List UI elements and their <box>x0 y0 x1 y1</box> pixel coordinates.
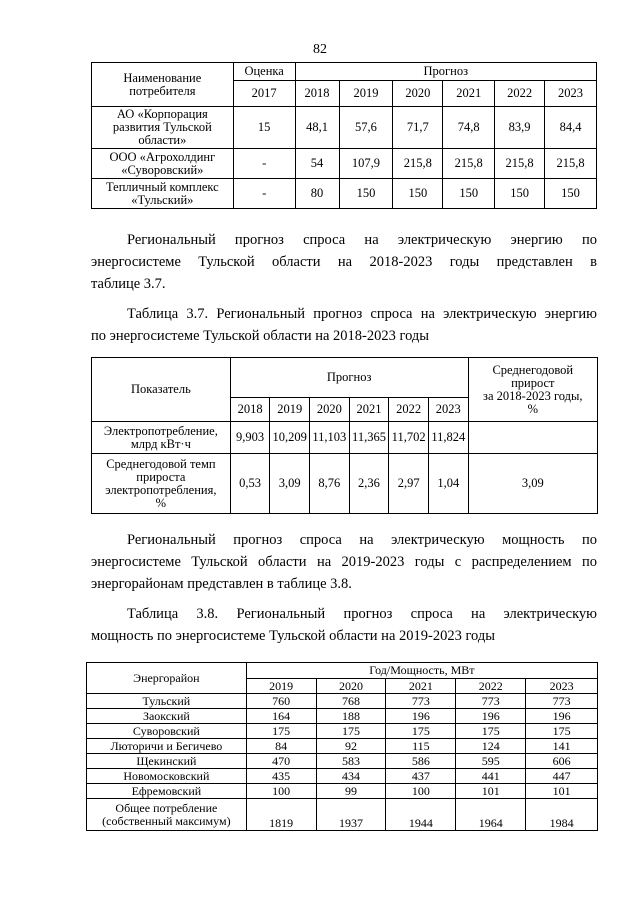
value-cell: 11,103 <box>310 422 350 454</box>
value-cell: 71,7 <box>393 107 443 149</box>
value-cell: 188 <box>316 709 386 724</box>
value-cell: 175 <box>246 724 316 739</box>
table-3-8-caption: Таблица 3.8. Региональный прогноз спроса на электрическую мощность по энергосистеме Тульской области на 2019-2023 годы <box>91 606 597 644</box>
district-name: Люторичи и Бегичево <box>87 739 247 754</box>
table-row <box>92 422 598 454</box>
value-cell: 100 <box>386 784 456 799</box>
year-cell: 2020 <box>316 679 386 694</box>
value-cell: 164 <box>246 709 316 724</box>
district-name: Щекинский <box>87 754 247 769</box>
value-cell: 150 <box>339 179 393 209</box>
header-growth: Среднегодовой прирост за 2018-2023 годы, % <box>468 358 597 422</box>
district-name: Ефремовский <box>87 784 247 799</box>
table-row <box>92 454 598 514</box>
value-cell: 150 <box>443 179 495 209</box>
year-cell: 2023 <box>545 81 597 107</box>
page-number: 82 <box>313 42 327 57</box>
value-cell: 773 <box>456 694 526 709</box>
year-cell: 2019 <box>246 679 316 694</box>
table-header-row <box>92 63 597 81</box>
year-cell: 2018 <box>295 81 339 107</box>
header-power: Год/Мощность, МВт <box>246 663 597 679</box>
year-cell: 2019 <box>270 398 310 422</box>
year-cell: 2023 <box>428 398 468 422</box>
value-cell: 773 <box>526 694 598 709</box>
value-cell: 1819 <box>246 799 316 831</box>
table-row <box>87 769 598 784</box>
year-cell: 2022 <box>495 81 545 107</box>
value-cell: 1,04 <box>428 454 468 514</box>
value-cell: 196 <box>526 709 598 724</box>
value-cell: 215,8 <box>545 149 597 179</box>
table-header-row <box>87 663 598 679</box>
value-cell: 437 <box>386 769 456 784</box>
table-row <box>87 784 598 799</box>
value-cell: 141 <box>526 739 598 754</box>
year-cell: 2017 <box>233 81 295 107</box>
value-cell: 586 <box>386 754 456 769</box>
header-district: Энергорайон <box>87 663 247 694</box>
value-cell: 595 <box>456 754 526 769</box>
table-header-row <box>92 358 598 398</box>
district-name: Заокский <box>87 709 247 724</box>
value-cell: - <box>233 149 295 179</box>
value-cell: 1964 <box>456 799 526 831</box>
table-row <box>87 754 598 769</box>
value-cell: 2,97 <box>389 454 429 514</box>
value-cell: 11,702 <box>389 422 429 454</box>
value-cell: 57,6 <box>339 107 393 149</box>
value-cell: 115 <box>386 739 456 754</box>
table-row <box>92 179 597 209</box>
value-cell: 124 <box>456 739 526 754</box>
value-cell: 84 <box>246 739 316 754</box>
value-cell: 80 <box>295 179 339 209</box>
value-cell: 101 <box>526 784 598 799</box>
value-cell: 175 <box>526 724 598 739</box>
table-row <box>87 709 598 724</box>
consumer-name: ООО «Агрохолдинг «Суворовский» <box>92 149 234 179</box>
value-cell: 8,76 <box>310 454 350 514</box>
header-forecast: Прогноз <box>230 358 468 398</box>
value-cell: 9,903 <box>230 422 270 454</box>
value-cell: 196 <box>386 709 456 724</box>
table-row <box>92 149 597 179</box>
value-cell: 606 <box>526 754 598 769</box>
year-cell: 2022 <box>389 398 429 422</box>
value-cell: 54 <box>295 149 339 179</box>
year-cell: 2021 <box>349 398 389 422</box>
growth-cell: 3,09 <box>468 454 597 514</box>
value-cell: 11,365 <box>349 422 389 454</box>
value-cell: 15 <box>233 107 295 149</box>
growth-cell <box>468 422 597 454</box>
indicator-name: Среднегодовой темп прироста электропотребления, % <box>92 454 231 514</box>
table-row <box>87 694 598 709</box>
value-cell: 760 <box>246 694 316 709</box>
table-3-7-caption: Таблица 3.7. Региональный прогноз спроса на электрическую энергию по энергосистеме Тульской области на 2018-2023 годы <box>91 306 597 344</box>
value-cell: 150 <box>495 179 545 209</box>
paragraph-power-forecast: Региональный прогноз спроса на электрическую мощность по энергосистеме Тульской области на 2019-2023 годы с распределением по энергорайонам представлен в таблице 3.8. <box>91 532 597 592</box>
value-cell: 3,09 <box>270 454 310 514</box>
value-cell: 434 <box>316 769 386 784</box>
value-cell: 150 <box>393 179 443 209</box>
value-cell: 470 <box>246 754 316 769</box>
value-cell: 1944 <box>386 799 456 831</box>
value-cell: 215,8 <box>393 149 443 179</box>
indicator-name: Электропотребление, млрд кВт·ч <box>92 422 231 454</box>
value-cell: 447 <box>526 769 598 784</box>
value-cell: 175 <box>316 724 386 739</box>
value-cell: 215,8 <box>443 149 495 179</box>
value-cell: 100 <box>246 784 316 799</box>
consumers-table <box>91 62 597 209</box>
year-cell: 2022 <box>456 679 526 694</box>
value-cell: 10,209 <box>270 422 310 454</box>
power-forecast-table <box>86 662 598 831</box>
value-cell: 150 <box>545 179 597 209</box>
header-indicator: Показатель <box>92 358 231 422</box>
value-cell: 84,4 <box>545 107 597 149</box>
value-cell: 99 <box>316 784 386 799</box>
value-cell: 1984 <box>526 799 598 831</box>
year-cell: 2023 <box>526 679 598 694</box>
value-cell: 92 <box>316 739 386 754</box>
paragraph-energy-forecast: Региональный прогноз спроса на электрическую энергию по энергосистеме Тульской области на 2018-2023 годы представлен в таблице 3.7. <box>91 232 597 292</box>
value-cell: 441 <box>456 769 526 784</box>
value-cell: 215,8 <box>495 149 545 179</box>
value-cell: 175 <box>456 724 526 739</box>
year-cell: 2021 <box>443 81 495 107</box>
value-cell: 768 <box>316 694 386 709</box>
year-cell: 2021 <box>386 679 456 694</box>
consumer-name: АО «Корпорация развития Тульской области» <box>92 107 234 149</box>
value-cell: 175 <box>386 724 456 739</box>
district-name: Новомосковский <box>87 769 247 784</box>
value-cell: 773 <box>386 694 456 709</box>
value-cell: 107,9 <box>339 149 393 179</box>
value-cell: 101 <box>456 784 526 799</box>
table-row-total <box>87 799 598 831</box>
value-cell: 0,53 <box>230 454 270 514</box>
value-cell: 435 <box>246 769 316 784</box>
value-cell: 196 <box>456 709 526 724</box>
header-consumer: Наименование потребителя <box>92 63 234 107</box>
value-cell: 2,36 <box>349 454 389 514</box>
year-cell: 2020 <box>393 81 443 107</box>
year-cell: 2018 <box>230 398 270 422</box>
value-cell: 11,824 <box>428 422 468 454</box>
district-name: Тульский <box>87 694 247 709</box>
header-estimate: Оценка <box>233 63 295 81</box>
value-cell: 1937 <box>316 799 386 831</box>
energy-forecast-table <box>91 357 598 514</box>
year-cell: 2020 <box>310 398 350 422</box>
value-cell: - <box>233 179 295 209</box>
value-cell: 583 <box>316 754 386 769</box>
value-cell: 48,1 <box>295 107 339 149</box>
value-cell: 83,9 <box>495 107 545 149</box>
district-name: Суворовский <box>87 724 247 739</box>
header-forecast: Прогноз <box>295 63 596 81</box>
table-row <box>92 107 597 149</box>
table-row <box>87 739 598 754</box>
table-row <box>87 724 598 739</box>
year-cell: 2019 <box>339 81 393 107</box>
district-name: Общее потребление (собственный максимум) <box>87 799 247 831</box>
consumer-name: Тепличный комплекс «Тульский» <box>92 179 234 209</box>
value-cell: 74,8 <box>443 107 495 149</box>
